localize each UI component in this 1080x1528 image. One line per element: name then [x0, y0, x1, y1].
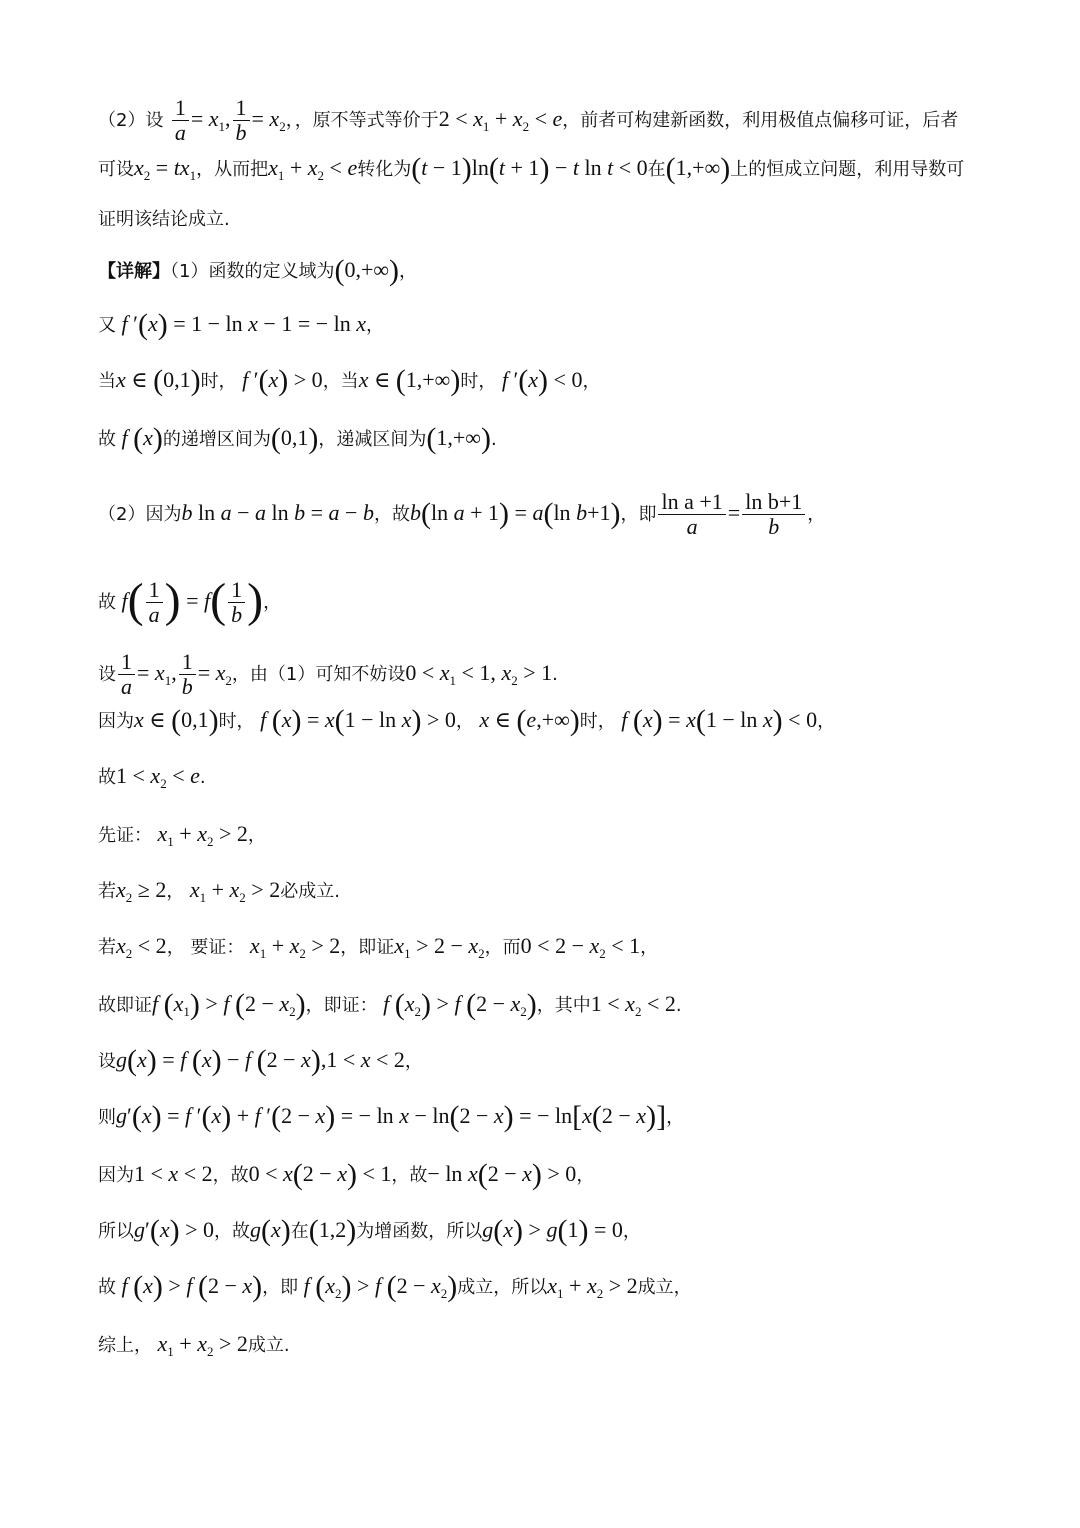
fraction-1-over-a: $\frac{1}{a}$: [118, 650, 135, 699]
line-14: 若$x_2 \ge 2$， $x_1 + x_2 > 2$必成立.: [98, 877, 340, 905]
detail-heading: 【详解】: [98, 261, 170, 282]
line-4: 【详解】（1）函数的定义域为(0,+∞)，: [98, 254, 418, 287]
fraction-1-over-a: $\frac{1}{a}$: [146, 578, 163, 627]
line-5: 又 f ′(x) = 1 − ln x − 1 = − ln x，: [98, 308, 385, 341]
line-20: 所以g′(x) > 0，故g(x)在(1,2)为增函数，所以g(x) > g(1) = 0，: [98, 1214, 641, 1247]
line-16: 故即证f $(x_1) > f$ $(2 - x_2)$，即证： f $(x_2) > f$ $(2 - x_2)$，其中$1 < x_2 < 2$.: [98, 988, 682, 1021]
line-3: 证明该结论成立.: [98, 209, 230, 230]
line-18: 则g′(x) = f ′(x) + f ′(2 − x) = − ln x − ln(2 − x) = − ln[x(2 − x)]，: [98, 1100, 685, 1133]
fraction-1-over-a: $\frac{1}{a}$: [172, 96, 189, 145]
line-22: 综上， $x_1 + x_2 > 2$成立.: [98, 1331, 290, 1359]
line-1: （2）设 $\frac{1}{a}$ = $x_1$, $\frac{1}{b}$ = $x_2$，，原不等式等价于$2 < x_1 + x_2 < e$，前者可构建新函数，利用极值点偏移可证，后者: [98, 95, 959, 145]
line-11: 因为x ∈ (0,1)时， f (x) = x(1 − ln x) > 0， x ∈ (e,+∞)时， f (x) = x(1 − ln x) < 0，: [98, 704, 836, 737]
line-13: 先证： $x_1 + x_2 > 2$，: [98, 821, 266, 849]
line-12: 故$1 < x_2 < e$.: [98, 763, 206, 791]
line-19: 因为1 < x < 2，故0 < x(2 − x) < 1，故− ln x(2 − x) > 0，: [98, 1158, 595, 1191]
fraction-1-over-b: $\frac{1}{b}$: [233, 96, 250, 145]
line-2: 可设$x_2 = tx_1$，从而把$x_1 + x_2 < e$转化为(t − 1)ln(t + 1) − t ln t < 0在(1,+∞)上的恒成立问题，利用导数可: [98, 152, 965, 185]
line-8: （2）因为b ln a − a ln b = a − b，故b(ln a + 1) = a(ln b+1)，即 $\frac{\text{ln a +1}}{a}$ = $\frac{\text{ln b+1}}{b}$ ，: [98, 489, 826, 539]
fraction-1-over-b: $\frac{1}{b}$: [228, 578, 245, 627]
formula: $2 < x_1 + x_2 < e$: [438, 106, 563, 134]
line-7: 故 f (x)的递增区间为(0,1)，递减区间为(1,+∞).: [98, 422, 497, 455]
fraction-lnb1-over-b: $\frac{\text{ln b+1}}{b}$: [742, 490, 805, 539]
line-6: 当x ∈ (0,1)时， f ′(x) > 0，当x ∈ (1,+∞)时， f ′(x) < 0，: [98, 364, 601, 397]
fraction-lna1-over-a: $\frac{\text{ln a +1}}{a}$: [658, 490, 725, 539]
line-9: 故 f( $\frac{1}{a}$ ) = f( $\frac{1}{b}$ )，: [98, 574, 282, 627]
line-17: 设g(x) = f (x) − f (2 − x),1 < x < 2，: [98, 1044, 423, 1077]
text: （2）设: [98, 110, 164, 131]
line-21: 故 f (x) > f (2 − x)，即 f $(x_2) > f$ $(2 - x_2)$成立，所以$x_1 + x_2 > 2$成立，: [98, 1270, 692, 1303]
line-10: 设 $\frac{1}{a}$ = $x_1$, $\frac{1}{b}$ = $x_2$，由（1）可知不妨设$0 < x_1 < 1$, $x_2 > 1$.: [98, 649, 558, 699]
line-15: 若$x_2 < 2$， 要证： $x_1 + x_2 > 2$，即证$x_1 > 2 - x_2$，而$0 < 2 - x_2 < 1$，: [98, 933, 659, 961]
fraction-1-over-b: $\frac{1}{b}$: [179, 650, 196, 699]
